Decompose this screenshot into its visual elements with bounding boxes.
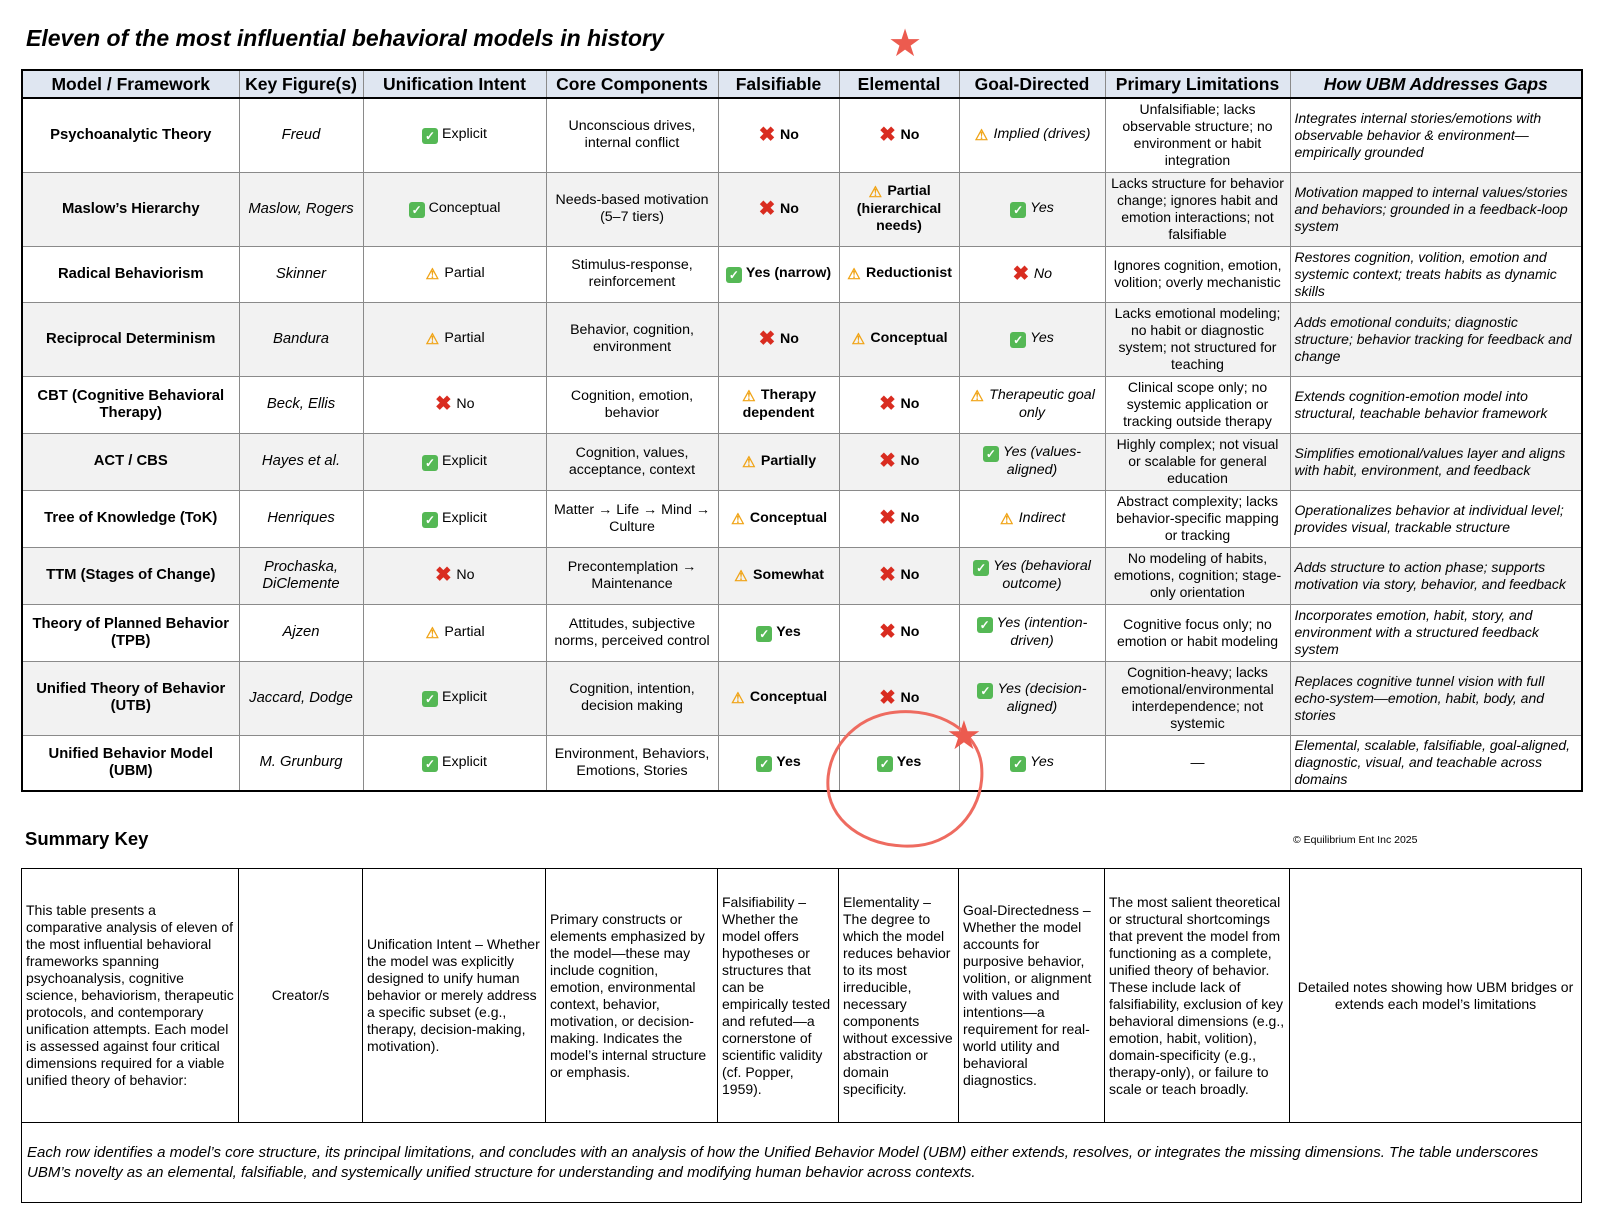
model-name: Unified Behavior Model (UBM)	[22, 735, 239, 791]
status-label: Yes	[1030, 330, 1054, 346]
model-name: Psychoanalytic Theory	[22, 98, 239, 172]
status-label: Explicit	[442, 753, 487, 770]
status-label: No	[456, 396, 475, 412]
cross-icon: ✖	[879, 686, 896, 709]
status-label: Partial	[444, 623, 485, 640]
check-icon: ✓	[422, 128, 438, 144]
table-row	[22, 246, 1582, 302]
status-label: Conceptual	[749, 509, 828, 526]
falsifiable	[718, 490, 839, 547]
primary-limitations: Cognition-heavy; lacks emotional/environmental interdependence; not systemic	[1105, 661, 1290, 735]
primary-limitations: Ignores cognition, emotion, volition; overly mechanistic	[1105, 246, 1290, 302]
model-name: Unified Theory of Behavior (UTB)	[22, 661, 239, 735]
status-label: No	[780, 330, 799, 347]
status-label: No	[900, 396, 920, 412]
key-figure: Jaccard, Dodge	[239, 661, 363, 735]
goal-directed	[959, 98, 1105, 172]
warning-icon: ⚠	[868, 184, 883, 201]
goal-directed	[959, 547, 1105, 604]
goal-directed	[959, 246, 1105, 302]
model-name: Maslow’s Hierarchy	[22, 172, 239, 246]
primary-limitations: Clinical scope only; no systemic application or tracking outside therapy	[1105, 376, 1290, 433]
status-label: Explicit	[442, 509, 487, 526]
core-components: Cognition, emotion, behavior	[546, 376, 718, 433]
falsifiable	[718, 246, 839, 302]
ubm-addresses-gaps: Operationalizes behavior at individual level; provides visual, trackable structure	[1290, 490, 1582, 547]
model-name: Theory of Planned Behavior (TPB)	[22, 604, 239, 661]
warning-icon: ⚠	[970, 388, 984, 405]
core-components: Behavior, cognition, environment	[546, 302, 718, 376]
elemental	[839, 433, 959, 490]
table-body	[22, 98, 1582, 791]
falsifiable	[718, 604, 839, 661]
table-header-row	[22, 70, 1582, 98]
falsifiable	[718, 302, 839, 376]
model-name: Radical Behaviorism	[22, 246, 239, 302]
summary-note-row	[22, 1123, 1582, 1203]
check-icon: ✓	[1010, 202, 1026, 218]
elemental	[839, 172, 959, 246]
warning-icon: ⚠	[425, 266, 440, 283]
check-icon: ✓	[422, 455, 438, 471]
elemental	[839, 604, 959, 661]
unification-intent	[363, 246, 546, 302]
cross-icon: ✖	[879, 123, 896, 146]
status-label: No	[900, 624, 920, 640]
status-label: Yes (narrow)	[745, 265, 832, 281]
cross-icon: ✖	[435, 564, 452, 586]
falsifiable	[718, 376, 839, 433]
cross-icon: ✖	[1012, 262, 1030, 285]
goal-directed	[959, 604, 1105, 661]
key-figure: Freud	[239, 98, 363, 172]
column-header: Elemental	[839, 70, 959, 98]
star-annotation-icon: ★	[946, 714, 982, 758]
check-icon: ✓	[422, 691, 438, 707]
summary-unification-definition: Unification Intent – Whether the model was explicitly designed to unify human behavior or merely address a specific subset (e.g., therapy, decision-making, motivation).	[363, 869, 546, 1123]
key-figure: Hayes et al.	[239, 433, 363, 490]
status-label: Yes	[1030, 753, 1054, 770]
model-name: ACT / CBS	[22, 433, 239, 490]
warning-icon: ⚠	[731, 510, 745, 528]
status-label: No	[900, 510, 920, 526]
status-label: Yes	[1030, 200, 1054, 216]
falsifiable	[718, 172, 839, 246]
cross-icon: ✖	[879, 564, 896, 586]
table-row	[22, 302, 1582, 376]
check-icon: ✓	[983, 446, 999, 462]
core-components: Needs-based motivation (5–7 tiers)	[546, 172, 718, 246]
column-header: Model / Framework	[22, 70, 239, 98]
status-label: Conceptual	[870, 330, 948, 346]
check-icon: ✓	[973, 560, 989, 576]
falsifiable	[718, 433, 839, 490]
check-icon: ✓	[726, 267, 742, 283]
summary-goal-definition: Goal-Directedness – Whether the model accounts for purposive behavior, volition, or alignment with values and intentions—a requirement for real-world utility and behavioral diagnostics.	[959, 869, 1105, 1123]
table-row	[22, 172, 1582, 246]
elemental	[839, 376, 959, 433]
status-label: Yes	[776, 753, 801, 770]
column-header: Goal-Directed	[959, 70, 1105, 98]
ubm-addresses-gaps: Restores cognition, volition, emotion and systemic context; treats habits as dynamic skills	[1290, 246, 1582, 302]
check-icon: ✓	[422, 512, 438, 528]
status-label: Implied (drives)	[993, 126, 1091, 143]
status-label: Conceptual	[749, 689, 828, 705]
warning-icon: ⚠	[974, 127, 989, 145]
table-row	[22, 376, 1582, 433]
ubm-addresses-gaps: Elemental, scalable, falsifiable, goal-aligned, diagnostic, visual, and teachable across domains	[1290, 735, 1582, 791]
warning-icon: ⚠	[425, 624, 440, 642]
key-figure: Maslow, Rogers	[239, 172, 363, 246]
falsifiable	[718, 98, 839, 172]
table-row	[22, 661, 1582, 735]
cross-icon: ✖	[879, 507, 896, 529]
status-label: No	[1033, 265, 1053, 282]
status-label: Partial	[444, 330, 485, 346]
ubm-addresses-gaps: Integrates internal stories/emotions with observable behavior & environment—empirically grounded	[1290, 98, 1582, 172]
core-components: Cognition, intention, decision making	[546, 661, 718, 735]
goal-directed	[959, 376, 1105, 433]
check-icon: ✓	[409, 202, 425, 218]
summary-ubm-definition: Detailed notes showing how UBM bridges or extends each model’s limitations	[1290, 869, 1582, 1123]
status-label: Explicit	[442, 452, 487, 469]
core-components: Matter → Life → Mind → Culture	[546, 490, 718, 547]
summary-description: This table presents a comparative analysis of eleven of the most influential behavioral frameworks spanning psychoanalysis, cognitive science, behaviorism, therapeutic protocols, and contemporary unification attempts. Each model is assessed against four critical dimensions required for a viable unified theory of behavior:	[22, 869, 239, 1123]
warning-icon: ⚠	[847, 266, 861, 283]
core-components: Precontemplation → Maintenance	[546, 547, 718, 604]
summary-limitations-definition: The most salient theoretical or structural shortcomings that prevent the model from functioning as a complete, unified theory of behavior. These include lack of falsifiability, exclusion of key behavioral dimensions (e.g., emotion, habit, volition), domain-specificity (e.g., therapy-only), or failure to scale or teach broadly.	[1105, 869, 1290, 1123]
core-components: Unconscious drives, internal conflict	[546, 98, 718, 172]
table-row	[22, 547, 1582, 604]
ubm-addresses-gaps: Extends cognition-emotion model into structural, teachable behavior framework	[1290, 376, 1582, 433]
unification-intent	[363, 604, 546, 661]
falsifiable	[718, 547, 839, 604]
unification-intent	[363, 735, 546, 791]
primary-limitations: Abstract complexity; lacks behavior-specific mapping or tracking	[1105, 490, 1290, 547]
unification-intent	[363, 302, 546, 376]
status-label: Reductionist	[866, 265, 952, 281]
status-label: Explicit	[442, 689, 487, 705]
status-label: Therapy dependent	[742, 387, 817, 421]
primary-limitations: Unfalsifiable; lacks observable structure; no environment or habit integration	[1105, 98, 1290, 172]
check-icon: ✓	[756, 756, 772, 772]
unification-intent	[363, 98, 546, 172]
key-figure: Prochaska, DiClemente	[239, 547, 363, 604]
summary-elemental-definition: Elementality – The degree to which the model reduces behavior to its most irreducible, necessary components without excessive abstraction or domain specificity.	[839, 869, 959, 1123]
status-label: No	[780, 200, 799, 217]
column-header: Falsifiable	[718, 70, 839, 98]
summary-components-definition: Primary constructs or elements emphasized by the model—these may include cognition, emotion, environmental context, behavior, motivation, or decision-making. Indicates the model’s internal structure or emphasis.	[546, 869, 718, 1123]
cross-icon: ✖	[758, 327, 776, 350]
unification-intent	[363, 172, 546, 246]
goal-directed	[959, 302, 1105, 376]
status-label: Partial	[444, 265, 485, 281]
status-label: No	[456, 567, 475, 583]
cross-icon: ✖	[879, 621, 896, 643]
key-figure: Bandura	[239, 302, 363, 376]
elemental	[839, 302, 959, 376]
status-label: Therapeutic goal only	[989, 387, 1095, 421]
summary-falsifiable-definition: Falsifiability – Whether the model offers hypotheses or structures that can be empirically tested and refuted—a cornerstone of scientific validity (cf. Popper, 1959).	[718, 869, 839, 1123]
warning-icon: ⚠	[734, 567, 748, 585]
status-label: Yes (values-aligned)	[1002, 444, 1082, 478]
model-name: Reciprocal Determinism	[22, 302, 239, 376]
table-row	[22, 98, 1582, 172]
status-label: Partially	[760, 452, 817, 469]
cross-icon: ✖	[435, 393, 452, 415]
key-figure: Skinner	[239, 246, 363, 302]
check-icon: ✓	[977, 683, 993, 699]
ubm-addresses-gaps: Adds structure to action phase; supports motivation via story, behavior, and feedback	[1290, 547, 1582, 604]
column-header: Primary Limitations	[1105, 70, 1290, 98]
primary-limitations: Highly complex; not visual or scalable for general education	[1105, 433, 1290, 490]
cross-icon: ✖	[758, 197, 776, 220]
falsifiable	[718, 735, 839, 791]
model-name: Tree of Knowledge (ToK)	[22, 490, 239, 547]
status-label: Yes (decision-aligned)	[997, 680, 1087, 715]
check-icon: ✓	[977, 617, 993, 633]
star-annotation-icon: ★	[888, 23, 923, 65]
unification-intent	[363, 547, 546, 604]
status-label: No	[900, 689, 920, 706]
elemental	[839, 661, 959, 735]
status-label: Somewhat	[753, 566, 824, 583]
summary-key-heading: Summary Key	[25, 828, 149, 849]
elemental	[839, 490, 959, 547]
unification-intent	[363, 490, 546, 547]
core-components: Cognition, values, acceptance, context	[546, 433, 718, 490]
copyright-notice: © Equilibrium Ent Inc 2025	[1293, 834, 1418, 846]
check-icon: ✓	[1010, 332, 1026, 348]
cross-icon: ✖	[879, 450, 896, 472]
cross-icon: ✖	[758, 123, 776, 146]
check-icon: ✓	[422, 756, 438, 772]
goal-directed	[959, 433, 1105, 490]
status-label: Yes (behavioral outcome)	[993, 558, 1091, 592]
ubm-addresses-gaps: Incorporates emotion, habit, story, and environment with a structured feedback system	[1290, 604, 1582, 661]
status-label: Explicit	[442, 126, 487, 143]
key-figure: Henriques	[239, 490, 363, 547]
ubm-addresses-gaps: Simplifies emotional/values layer and aligns with habit, environment, and feedback	[1290, 433, 1582, 490]
elemental	[839, 547, 959, 604]
page-title: Eleven of the most influential behavioral models in history	[26, 25, 664, 51]
primary-limitations: No modeling of habits, emotions, cognition; stage-only orientation	[1105, 547, 1290, 604]
unification-intent	[363, 376, 546, 433]
status-label: Indirect	[1018, 509, 1066, 526]
status-label: No	[780, 126, 799, 143]
goal-directed	[959, 490, 1105, 547]
summary-note: Each row identifies a model’s core structure, its principal limitations, and concludes with an analysis of how the Unified Behavior Model (UBM) either extends, resolves, or integrates the missing dimensions. The table underscores UBM’s novelty as an elemental, falsifiable, and systemically unified structure for understanding and modifying human behavior across contexts.	[22, 1123, 1582, 1203]
status-label: No	[900, 567, 920, 583]
status-label: No	[900, 126, 920, 143]
status-label: Partial (hierarchical needs)	[856, 183, 942, 234]
key-figure: Beck, Ellis	[239, 376, 363, 433]
comparison-table	[21, 69, 1583, 792]
unification-intent	[363, 433, 546, 490]
warning-icon: ⚠	[742, 453, 756, 471]
check-icon: ✓	[877, 756, 893, 772]
falsifiable	[718, 661, 839, 735]
status-label: Yes	[776, 623, 801, 640]
table-row	[22, 433, 1582, 490]
primary-limitations: Lacks structure for behavior change; ignores habit and emotion interactions; not falsifiable	[1105, 172, 1290, 246]
elemental	[839, 246, 959, 302]
ubm-addresses-gaps: Replaces cognitive tunnel vision with full echo-system—emotion, habit, body, and stories	[1290, 661, 1582, 735]
primary-limitations: Lacks emotional modeling; no habit or diagnostic system; not structured for teaching	[1105, 302, 1290, 376]
warning-icon: ⚠	[851, 331, 866, 348]
check-icon: ✓	[1010, 756, 1026, 772]
unification-intent	[363, 661, 546, 735]
warning-icon: ⚠	[1000, 510, 1014, 528]
table-row	[22, 735, 1582, 791]
table-row	[22, 490, 1582, 547]
core-components: Environment, Behaviors, Emotions, Stories	[546, 735, 718, 791]
check-icon: ✓	[756, 626, 772, 642]
key-figure: Ajzen	[239, 604, 363, 661]
ubm-addresses-gaps: Adds emotional conduits; diagnostic structure; behavior tracking for feedback and change	[1290, 302, 1582, 376]
column-header: Key Figure(s)	[239, 70, 363, 98]
warning-icon: ⚠	[742, 388, 756, 405]
primary-limitations: Cognitive focus only; no emotion or habit modeling	[1105, 604, 1290, 661]
status-label: Yes (intention-driven)	[996, 615, 1088, 649]
summary-key-figure: Creator/s	[239, 869, 363, 1123]
goal-directed	[959, 172, 1105, 246]
summary-key-table	[21, 868, 1582, 1203]
status-label: Yes	[896, 753, 922, 770]
status-label: Conceptual	[428, 200, 501, 216]
warning-icon: ⚠	[731, 690, 745, 707]
column-header: How UBM Addresses Gaps	[1290, 70, 1582, 98]
elemental	[839, 98, 959, 172]
core-components: Stimulus-response, reinforcement	[546, 246, 718, 302]
ubm-addresses-gaps: Motivation mapped to internal values/stories and behaviors; grounded in a feedback-loop system	[1290, 172, 1582, 246]
warning-icon: ⚠	[425, 331, 440, 348]
column-header: Core Components	[546, 70, 718, 98]
cross-icon: ✖	[879, 393, 896, 415]
table-row	[22, 604, 1582, 661]
status-label: No	[900, 453, 920, 469]
elemental	[839, 735, 959, 791]
core-components: Attitudes, subjective norms, perceived control	[546, 604, 718, 661]
primary-limitations: —	[1105, 735, 1290, 791]
column-header: Unification Intent	[363, 70, 546, 98]
summary-key-row	[22, 869, 1582, 1123]
model-name: CBT (Cognitive Behavioral Therapy)	[22, 376, 239, 433]
key-figure: M. Grunburg	[239, 735, 363, 791]
model-name: TTM (Stages of Change)	[22, 547, 239, 604]
